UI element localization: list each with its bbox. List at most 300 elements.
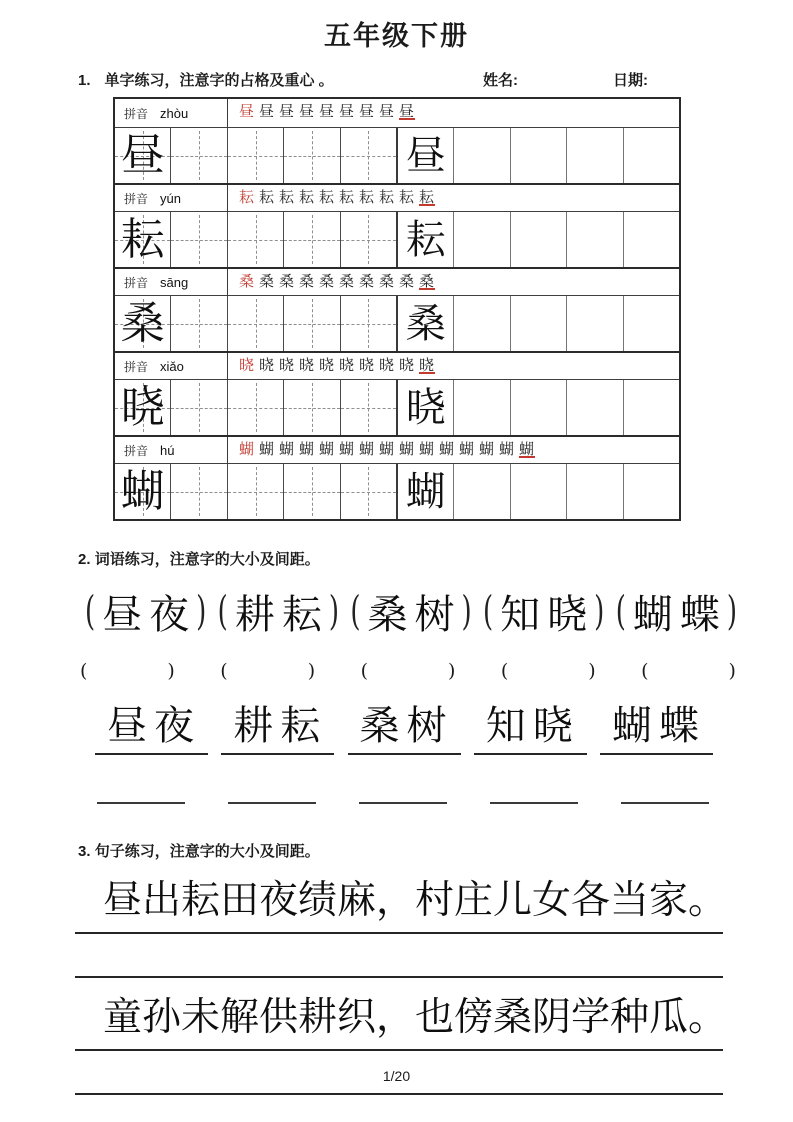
stroke-step-clip — [419, 273, 435, 290]
stroke-step — [478, 441, 495, 456]
trace-character: 蝴 — [120, 465, 165, 517]
pinyin-row — [115, 351, 679, 380]
stroke-step-glyph: 晓 — [258, 356, 274, 374]
stroke-step — [298, 188, 315, 206]
practice-cell — [511, 380, 567, 435]
stroke-step — [418, 273, 435, 290]
practice-row — [115, 128, 679, 183]
practice-cell — [115, 128, 171, 183]
stroke-step-glyph: 耘 — [278, 188, 294, 206]
stroke-step-clip — [519, 441, 535, 458]
stroke-step-glyph: 桑 — [298, 272, 314, 290]
stroke-step-clip — [399, 273, 415, 288]
stroke-step-glyph: 蝴 — [378, 440, 394, 458]
stroke-step-clip — [278, 102, 295, 120]
practice-cell — [284, 464, 340, 519]
practice-cell — [398, 128, 454, 183]
stroke-step — [238, 440, 255, 458]
model-character: 蝴 — [405, 468, 446, 515]
stroke-step — [438, 440, 455, 458]
worksheet-title: 五年级下册 — [324, 21, 469, 51]
stroke-step-glyph: 晓 — [398, 356, 414, 374]
stroke-step — [518, 441, 535, 458]
practice-cell — [341, 212, 398, 267]
stroke-step-glyph: 昼 — [258, 102, 274, 120]
word-text: 蝴蝶 — [632, 592, 727, 638]
stroke-step-glyph: 蝴 — [358, 440, 374, 458]
stroke-step — [318, 102, 335, 120]
date-label: 日期: — [613, 72, 648, 89]
pinyin-label: 拼音 — [124, 275, 149, 290]
practice-cell — [511, 464, 567, 519]
section3-number: 3. — [78, 843, 91, 860]
word-item — [616, 583, 737, 640]
stroke-step — [498, 441, 515, 457]
blank-underline — [228, 802, 316, 804]
stroke-step-glyph: 蝴 — [338, 440, 354, 458]
stroke-step-clip — [278, 188, 295, 206]
practice-cell — [228, 380, 284, 435]
stroke-step-clip — [258, 188, 275, 206]
practice-cell — [398, 296, 454, 351]
pinyin-row — [115, 99, 679, 128]
practice-cell — [454, 296, 510, 351]
stroke-step — [258, 102, 275, 120]
blank-paren — [641, 660, 736, 682]
practice-cell — [624, 464, 679, 519]
sentence-line: 昼出耘田夜绩麻，村庄儿女各当家。 — [75, 871, 723, 934]
pinyin-label: 拼音 — [124, 359, 149, 374]
practice-cell — [398, 464, 454, 519]
practice-cell — [511, 128, 567, 183]
practice-cell — [171, 380, 227, 435]
close-paren: ) — [196, 588, 207, 635]
practice-cell — [341, 128, 398, 183]
practice-cell — [567, 128, 623, 183]
open-paren: ( — [483, 588, 494, 635]
stroke-step — [258, 356, 275, 374]
stroke-step-glyph: 蝴 — [258, 440, 274, 458]
stroke-step — [298, 440, 315, 458]
stroke-step-clip — [338, 188, 355, 206]
pinyin-label: 拼音 — [124, 106, 149, 121]
word-text: 耕耘 — [234, 592, 329, 638]
practice-cell — [284, 296, 340, 351]
practice-cell — [567, 380, 623, 435]
stroke-step-glyph: 晓 — [238, 356, 254, 374]
stroke-step-glyph: 晓 — [278, 356, 294, 374]
close-paren: ) — [726, 588, 737, 635]
open-paren: ( — [615, 588, 626, 635]
stroke-step-glyph: 蝴 — [298, 440, 314, 458]
blank-sentence-line — [75, 1093, 723, 1095]
sentence-line: 童孙未解供耕织，也傍桑阴学种瓜。 — [75, 988, 723, 1051]
blank-paren-row — [80, 660, 736, 682]
open-paren: ( — [500, 660, 509, 682]
stroke-step — [278, 356, 295, 374]
section1-number: 1. — [78, 72, 91, 89]
stroke-step-glyph: 晓 — [338, 356, 354, 374]
stroke-step — [358, 188, 375, 206]
stroke-step-clip — [358, 440, 375, 458]
stroke-step — [398, 440, 415, 458]
practice-cell — [624, 128, 679, 183]
practice-cell — [228, 212, 284, 267]
stroke-step-glyph: 昼 — [338, 102, 354, 120]
word-list — [85, 583, 737, 640]
stroke-step-clip — [298, 102, 315, 120]
stroke-step-clip — [238, 102, 255, 120]
word-text: 昼夜 — [102, 592, 197, 638]
stroke-order-sequence — [228, 99, 679, 127]
stroke-step — [278, 272, 295, 290]
stroke-step-clip — [298, 440, 315, 458]
open-paren: ( — [360, 660, 368, 682]
stroke-step — [398, 357, 415, 372]
practice-cell — [228, 464, 284, 519]
stroke-step-glyph: 蝴 — [278, 440, 294, 458]
stroke-step — [378, 356, 395, 374]
underlined-word: 知晓 — [474, 704, 587, 755]
stroke-step-clip — [338, 272, 355, 290]
open-paren: ( — [217, 588, 228, 635]
trace-character: 昼 — [120, 129, 165, 181]
practice-row — [115, 380, 679, 435]
practice-cell — [511, 296, 567, 351]
stroke-step-clip — [358, 102, 375, 120]
stroke-step-glyph: 耘 — [318, 188, 334, 206]
stroke-step-clip — [358, 356, 375, 374]
stroke-step — [318, 272, 335, 290]
word-item — [350, 583, 471, 640]
stroke-step-clip — [278, 440, 295, 458]
stroke-order-sequence — [228, 353, 679, 379]
blank-paren — [220, 660, 315, 682]
stroke-step — [298, 102, 315, 120]
blank-paren — [361, 660, 456, 682]
stroke-step — [378, 272, 395, 290]
practice-cell — [567, 212, 623, 267]
stroke-step-clip — [338, 356, 355, 374]
practice-cell — [284, 212, 340, 267]
pinyin-cell — [115, 353, 228, 379]
sentence-area — [0, 871, 793, 1095]
stroke-step — [318, 356, 335, 374]
stroke-order-sequence — [228, 185, 679, 211]
stroke-step-glyph: 耘 — [398, 188, 414, 206]
practice-cell — [341, 380, 398, 435]
stroke-step — [318, 440, 335, 458]
stroke-step — [318, 188, 335, 206]
trace-character: 桑 — [120, 297, 165, 349]
stroke-step-glyph: 晓 — [298, 356, 314, 374]
stroke-step-clip — [338, 440, 355, 458]
stroke-step — [398, 273, 415, 288]
section3-heading — [78, 840, 793, 861]
stroke-step-clip — [258, 272, 275, 290]
trace-character: 晓 — [120, 381, 165, 433]
word-text: 知晓 — [500, 592, 595, 638]
close-paren: ) — [307, 660, 316, 682]
stroke-step — [338, 188, 355, 206]
stroke-step — [338, 272, 355, 290]
char-table — [113, 97, 681, 521]
practice-cell — [115, 296, 171, 351]
stroke-step-glyph: 蝴 — [478, 440, 494, 458]
stroke-step — [398, 103, 415, 120]
stroke-step-clip — [318, 356, 335, 374]
stroke-step-clip — [458, 440, 475, 458]
stroke-step — [458, 440, 475, 458]
trace-character: 耘 — [120, 213, 165, 265]
stroke-step-glyph: 耘 — [298, 188, 314, 206]
stroke-step-clip — [258, 356, 275, 374]
stroke-step — [258, 440, 275, 458]
stroke-step-glyph: 晓 — [318, 356, 334, 374]
stroke-step-glyph: 昼 — [318, 102, 334, 120]
stroke-step-glyph: 耘 — [238, 188, 254, 206]
stroke-step-clip — [338, 102, 355, 120]
stroke-step — [358, 356, 375, 374]
stroke-step — [298, 356, 315, 374]
close-paren: ) — [447, 660, 456, 682]
stroke-step-glyph: 桑 — [378, 272, 394, 290]
section3-title: 句子练习，注意字的大小及间距。 — [94, 843, 320, 860]
stroke-step-clip — [419, 357, 435, 374]
pinyin-cell — [115, 269, 228, 295]
open-paren: ( — [85, 588, 96, 635]
stroke-step — [298, 272, 315, 290]
stroke-step-clip — [419, 189, 435, 206]
stroke-step-glyph: 蝴 — [498, 440, 514, 458]
stroke-step-clip — [418, 440, 435, 458]
stroke-step-glyph: 蝴 — [238, 440, 254, 458]
practice-cell — [454, 212, 510, 267]
word-item — [483, 583, 604, 640]
stroke-step-clip — [238, 440, 255, 458]
practice-cell — [284, 380, 340, 435]
section2-heading — [78, 548, 793, 569]
close-paren: ) — [728, 660, 736, 682]
stroke-step-clip — [378, 440, 395, 458]
pinyin-value: yún — [160, 190, 181, 206]
stroke-step-clip — [479, 441, 495, 456]
stroke-step-glyph: 桑 — [358, 272, 374, 290]
practice-cell — [454, 380, 510, 435]
stroke-step — [258, 272, 275, 290]
word-item — [218, 583, 339, 640]
stroke-step-glyph: 昼 — [378, 102, 394, 120]
open-paren: ( — [80, 660, 88, 682]
stroke-step-glyph: 耘 — [418, 188, 434, 206]
stroke-order-sequence — [228, 269, 679, 295]
blank-underline — [359, 802, 447, 804]
stroke-step — [238, 188, 255, 206]
practice-cell — [567, 464, 623, 519]
blank-paren — [80, 660, 175, 682]
stroke-step — [238, 102, 255, 120]
practice-cell — [341, 296, 398, 351]
stroke-step-glyph: 桑 — [338, 272, 354, 290]
stroke-step-clip — [358, 188, 375, 206]
close-paren: ) — [167, 660, 175, 682]
word-item — [85, 583, 206, 640]
practice-row — [115, 296, 679, 351]
stroke-step — [418, 189, 435, 206]
stroke-step-glyph: 桑 — [318, 272, 334, 290]
stroke-step-clip — [298, 188, 315, 206]
practice-cell — [171, 128, 227, 183]
blank-paren — [501, 660, 596, 682]
stroke-step-glyph: 昼 — [298, 102, 314, 120]
practice-cell — [624, 296, 679, 351]
stroke-step-glyph: 桑 — [238, 272, 254, 290]
model-character: 昼 — [405, 132, 446, 179]
stroke-step — [378, 440, 395, 458]
practice-cell — [171, 296, 227, 351]
stroke-step-glyph: 耘 — [378, 188, 394, 206]
stroke-step-glyph: 昼 — [358, 102, 374, 120]
blank-underline — [490, 802, 578, 804]
pinyin-cell — [115, 437, 228, 463]
stroke-step-clip — [499, 441, 515, 457]
stroke-step-glyph: 蝴 — [418, 440, 434, 458]
stroke-step-glyph: 昼 — [278, 102, 294, 120]
stroke-step-glyph: 昼 — [238, 102, 254, 120]
stroke-step — [358, 102, 375, 120]
name-label: 姓名: — [483, 72, 518, 89]
section2-title: 词语练习，注意字的大小及间距。 — [94, 551, 320, 568]
stroke-step-clip — [318, 188, 335, 206]
blank-underline — [97, 802, 185, 804]
stroke-step-glyph: 耘 — [338, 188, 354, 206]
open-paren: ( — [641, 660, 649, 682]
stroke-step-clip — [238, 188, 255, 206]
word-text: 桑树 — [367, 592, 462, 638]
stroke-step-glyph: 蝴 — [438, 440, 454, 458]
stroke-step-clip — [278, 356, 295, 374]
stroke-step-clip — [318, 102, 335, 120]
stroke-step — [258, 188, 275, 206]
practice-cell — [284, 128, 340, 183]
pinyin-row — [115, 267, 679, 296]
practice-row — [115, 464, 679, 519]
stroke-step-glyph: 蝴 — [318, 440, 334, 458]
stroke-step-clip — [378, 356, 395, 374]
underlined-word-row — [95, 704, 713, 755]
stroke-step-clip — [298, 272, 315, 290]
model-character: 桑 — [405, 300, 446, 347]
stroke-step-clip — [318, 440, 335, 458]
practice-cell — [228, 128, 284, 183]
model-character: 耘 — [405, 216, 446, 263]
section2-number: 2. — [78, 551, 91, 568]
page-number: 1/20 — [382, 1068, 411, 1084]
open-paren: ( — [220, 660, 228, 682]
practice-cell — [624, 380, 679, 435]
practice-cell — [115, 212, 171, 267]
practice-cell — [567, 296, 623, 351]
underlined-word: 蝴蝶 — [600, 704, 713, 755]
stroke-step-clip — [378, 272, 395, 290]
stroke-step-glyph: 昼 — [398, 102, 414, 120]
stroke-step-clip — [378, 188, 395, 206]
stroke-step-glyph: 桑 — [278, 272, 294, 290]
practice-cell — [511, 212, 567, 267]
stroke-step-clip — [399, 189, 415, 204]
stroke-step-glyph: 桑 — [258, 272, 274, 290]
stroke-step-clip — [438, 440, 455, 458]
practice-cell — [454, 464, 510, 519]
stroke-step-glyph: 耘 — [258, 188, 274, 206]
practice-cell — [398, 380, 454, 435]
stroke-step-clip — [258, 102, 275, 120]
model-character: 晓 — [405, 384, 446, 431]
stroke-step-clip — [298, 356, 315, 374]
stroke-step — [358, 440, 375, 458]
pinyin-value: xiǎo — [160, 358, 184, 374]
stroke-step — [278, 188, 295, 206]
stroke-step-clip — [278, 272, 295, 290]
close-paren: ) — [328, 588, 339, 635]
section1-title: 单字练习，注意字的占格及重心 。 — [104, 72, 334, 89]
stroke-step-clip — [238, 272, 255, 290]
pinyin-value: sāng — [160, 274, 189, 290]
practice-cell — [115, 380, 171, 435]
practice-row — [115, 212, 679, 267]
practice-cell — [115, 464, 171, 519]
stroke-step-glyph: 耘 — [358, 188, 374, 206]
stroke-step-clip — [398, 440, 415, 458]
stroke-step-glyph: 桑 — [418, 272, 434, 290]
stroke-step — [238, 272, 255, 290]
stroke-step-clip — [399, 357, 415, 372]
stroke-step — [418, 440, 435, 458]
blank-sentence-line — [75, 976, 723, 978]
stroke-step-clip — [399, 103, 415, 120]
stroke-step-clip — [258, 440, 275, 458]
underlined-word: 桑树 — [348, 704, 461, 755]
stroke-step — [418, 357, 435, 374]
underlined-word: 昼夜 — [95, 704, 208, 755]
stroke-step — [398, 189, 415, 204]
practice-cell — [624, 212, 679, 267]
blank-underline-row — [97, 802, 709, 804]
practice-cell — [398, 212, 454, 267]
stroke-order-sequence — [228, 437, 679, 463]
practice-cell — [454, 128, 510, 183]
stroke-step-clip — [238, 356, 255, 374]
pinyin-cell — [115, 185, 228, 211]
practice-cell — [171, 464, 227, 519]
practice-cell — [341, 464, 398, 519]
stroke-step — [338, 356, 355, 374]
stroke-step-glyph: 蝴 — [398, 440, 414, 458]
practice-cell — [171, 212, 227, 267]
underlined-word: 耕耘 — [221, 704, 334, 755]
stroke-step-glyph: 晓 — [418, 356, 434, 374]
stroke-step-clip — [358, 272, 375, 290]
stroke-step-glyph: 晓 — [358, 356, 374, 374]
section1-heading — [78, 69, 793, 88]
close-paren: ) — [594, 588, 605, 635]
close-paren: ) — [461, 588, 472, 635]
pinyin-row — [115, 435, 679, 464]
close-paren: ) — [588, 660, 596, 682]
stroke-step — [338, 440, 355, 458]
stroke-step-glyph: 晓 — [378, 356, 394, 374]
stroke-step — [358, 272, 375, 290]
